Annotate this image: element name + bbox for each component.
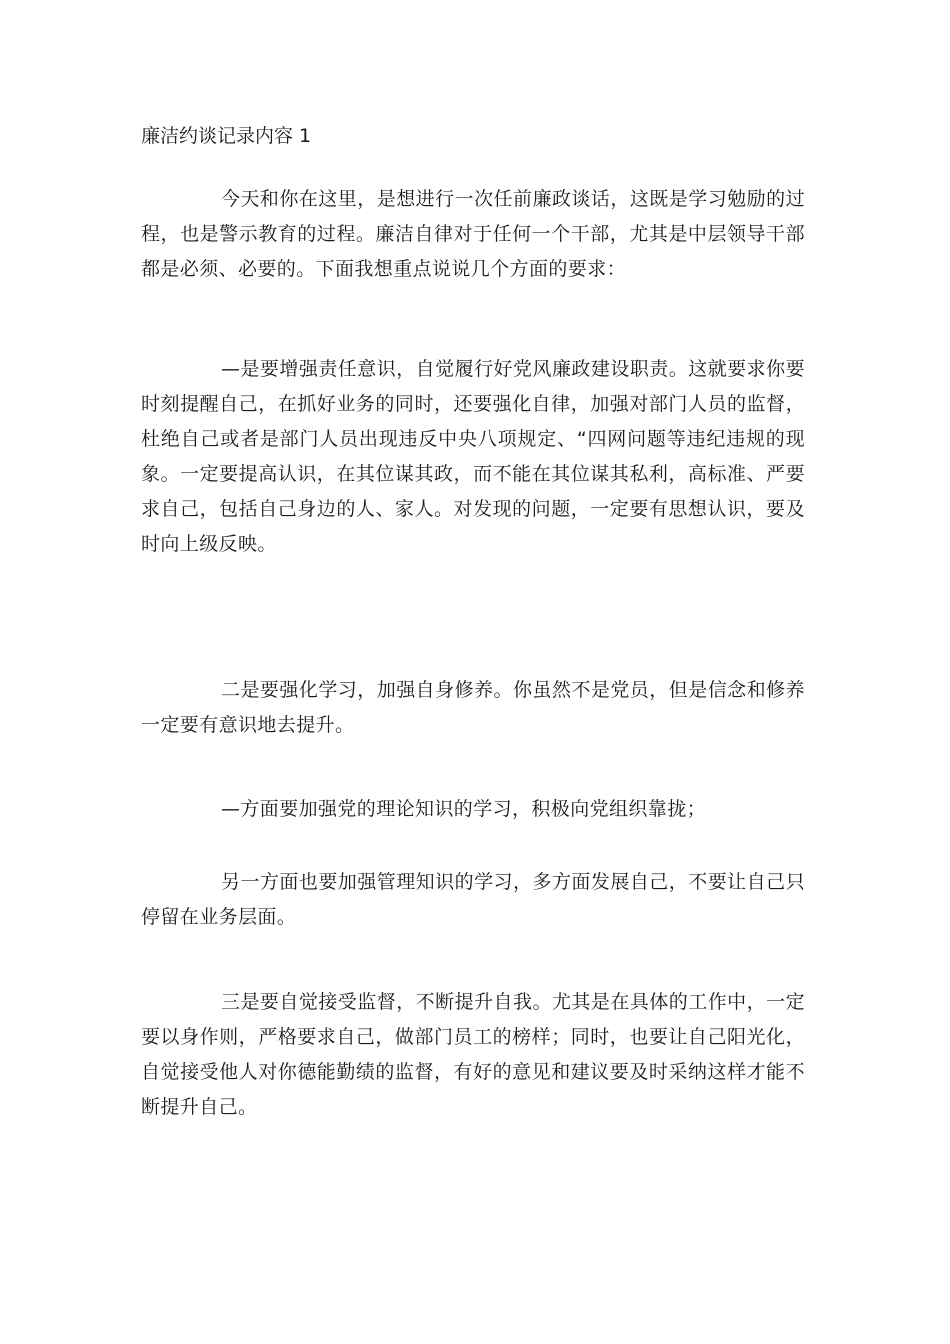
paragraph-point-one: —是要增强责任意识，自觉履行好党风廉政建设职责。这就要求你要时刻提醒自己，在抓好业务的同时，还要强化自律，加强对部门人员的监督，杜绝自己或者是部门人员出现违反中央八项规定、“四网问题等违纪违规的现象。一定要提高认识，在其位谋其政，而不能在其位谋其私利，高标准、严要求自己，包括自己身边的人、家人。对发现的问题，一定要有思想认识，要及时向上级反映。 (141, 358, 805, 555)
paragraph-point-three: 三是要自觉接受监督，不断提升自我。尤其是在具体的工作中，一定要以身作则，严格要求自己，做部门员工的榜样；同时，也要让自己阳光化，自觉接受他人对你德能勤绩的监督，有好的意见和建议要及时采纳这样才能不断提升自己。 (141, 991, 805, 1118)
document-title: 廉洁约谈记录内容 1 (141, 125, 312, 147)
paragraph-point-two: 二是要强化学习，加强自身修养。你虽然不是党员，但是信念和修养一定要有意识地去提升。 (141, 679, 805, 736)
paragraph-point-two-b: 另一方面也要加强管理知识的学习，多方面发展自己，不要让自己只停留在业务层面。 (141, 871, 805, 928)
paragraph-point-two-a: —方面要加强党的理论知识的学习，积极向党组织靠拢； (221, 798, 707, 820)
paragraph-opening: 今天和你在这里，是想进行一次任前廉政谈话，这既是学习勉励的过程，也是警示教育的过程。廉洁自律对于任何一个干部，尤其是中层领导干部都是必须、必要的。下面我想重点说说几个方面的要求： (141, 188, 805, 280)
